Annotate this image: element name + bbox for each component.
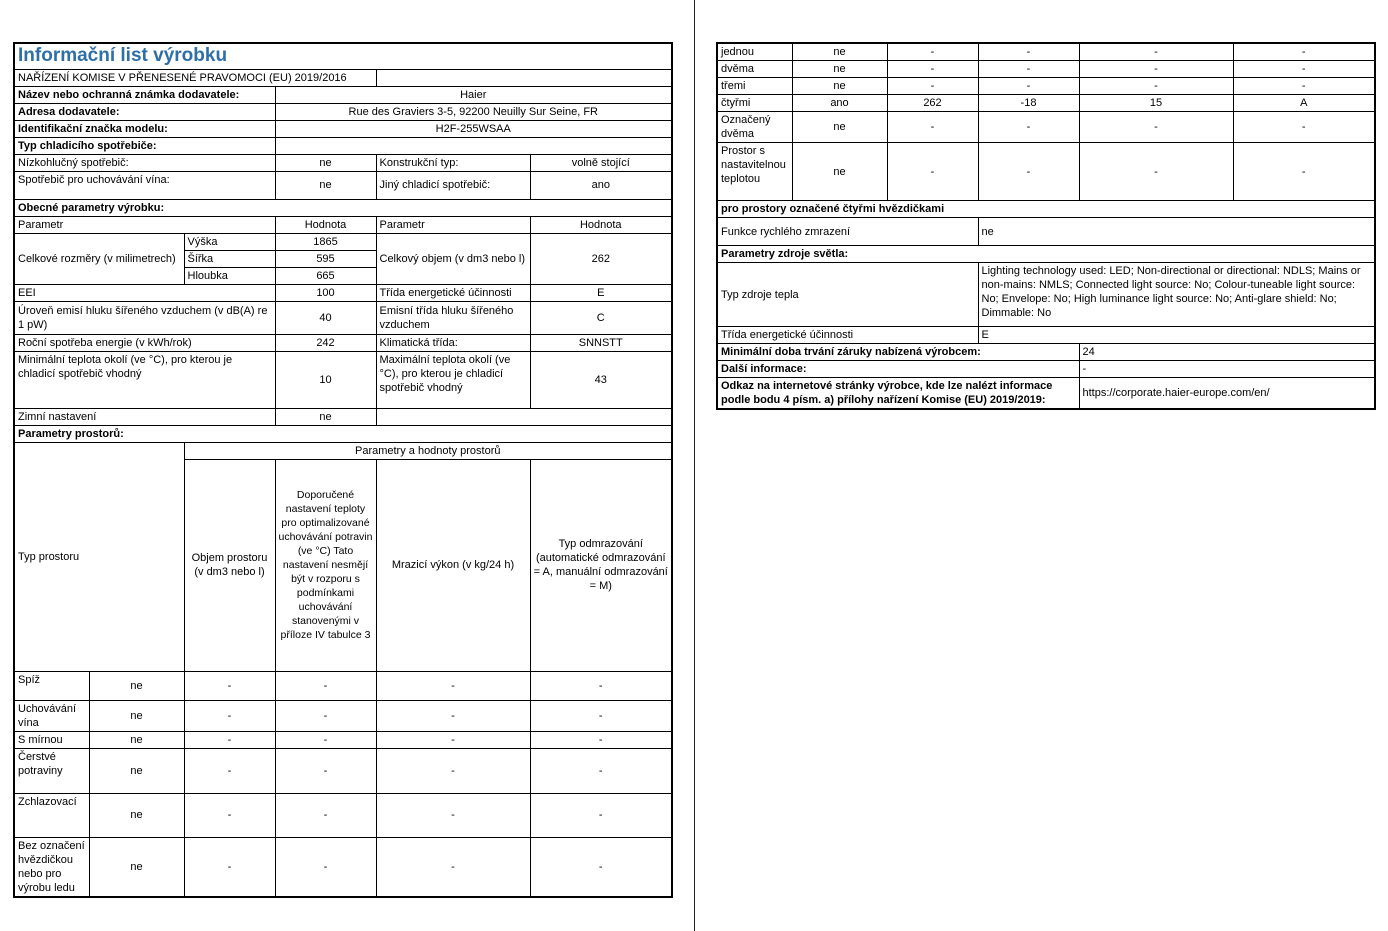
warranty-value: 24 xyxy=(1079,344,1375,361)
model-id: H2F-255WSAA xyxy=(275,120,672,137)
supplier-name: Haier xyxy=(275,86,672,103)
compartment-present: ne xyxy=(792,143,887,201)
compartment-volume: - xyxy=(887,143,978,201)
table-row xyxy=(717,43,1375,61)
compartment-name: Bez označení hvězdičkou nebo pro výrobu ledu xyxy=(14,837,89,897)
compartment-freeze: - xyxy=(376,837,530,897)
compartment-volume: - xyxy=(184,748,275,793)
page-title: Informační list výrobku xyxy=(14,43,672,69)
general-params-heading: Obecné parametry výrobku: xyxy=(14,199,672,216)
compartment-temp: -18 xyxy=(978,95,1079,112)
wine-storage-value: ne xyxy=(275,171,376,199)
fast-freeze-value: ne xyxy=(978,218,1375,246)
compartment-name: Označený dvěma xyxy=(717,112,792,143)
compartment-defrost: - xyxy=(530,793,672,837)
compartment-name: Uchovávání vína xyxy=(14,700,89,731)
min-temp-label: Minimální teplota okolí (ve °C), pro kterou je chladicí spotřebič vhodný xyxy=(14,351,275,408)
compartment-freeze: - xyxy=(376,793,530,837)
compartment-temp: - xyxy=(275,671,376,700)
compartment-present: ne xyxy=(89,837,184,897)
table-row xyxy=(717,143,1375,201)
climate-class-label: Klimatická třída: xyxy=(376,334,530,351)
noise-value: 40 xyxy=(275,301,376,334)
low-noise-value: ne xyxy=(275,154,376,171)
climate-class-value: SNNSTT xyxy=(530,334,672,351)
compartment-present: ne xyxy=(792,61,887,78)
compartment-type-header: Typ prostoru xyxy=(14,442,184,671)
appliance-type-heading: Typ chladicího spotřebiče: xyxy=(14,137,275,154)
compartment-group-header: Parametry a hodnoty prostorů xyxy=(184,442,672,459)
eei-label: EEI xyxy=(14,284,275,301)
compartment-temp: - xyxy=(275,793,376,837)
compartment-temp: - xyxy=(275,700,376,731)
noise-class-value: C xyxy=(530,301,672,334)
model-label: Identifikační značka modelu: xyxy=(14,120,275,137)
table-row xyxy=(14,731,672,748)
warranty-label: Minimální doba trvání záruky nabízená výrobcem: xyxy=(717,344,1079,361)
other-appliance-label: Jiný chladicí spotřebič: xyxy=(376,171,530,199)
compartment-name: čtyřmi xyxy=(717,95,792,112)
compartment-present: ne xyxy=(89,671,184,700)
compartment-volume: - xyxy=(887,61,978,78)
compartment-present: ne xyxy=(89,748,184,793)
compartment-present: ano xyxy=(792,95,887,112)
four-star-heading: pro prostory označené čtyřmi hvězdičkami xyxy=(717,201,1375,218)
volume-value: 262 xyxy=(530,233,672,284)
compartment-name: S mírnou xyxy=(14,731,89,748)
compartment-defrost: - xyxy=(1233,78,1375,95)
dimensions-label: Celkové rozměry (v milimetrech) xyxy=(14,233,184,284)
defrost-col-header: Typ odmrazování (automatické odmrazování = A, manuální odmrazování = M) xyxy=(530,459,672,671)
compartment-present: ne xyxy=(89,793,184,837)
light-class-label: Třída energetické účinnosti xyxy=(717,327,978,344)
product-info-table-continued xyxy=(716,42,1376,410)
compartment-present: ne xyxy=(89,700,184,731)
compartment-volume: - xyxy=(887,43,978,61)
light-source-heading: Parametry zdroje světla: xyxy=(717,246,1375,263)
freeze-col-header: Mrazicí výkon (v kg/24 h) xyxy=(376,459,530,671)
compartment-defrost: - xyxy=(1233,112,1375,143)
light-class-value: E xyxy=(978,327,1375,344)
light-type-value: Lighting technology used: LED; Non-directional or directional: NDLS; Mains or non-mains: NMLS; Connected light source: No; Colour-tuneable light source: No; Envelope: No; High luminance light source: No; Anti-glare shield: No; Dimmable: No xyxy=(978,263,1375,327)
compartment-freeze: - xyxy=(376,731,530,748)
temp-col-header: Doporučené nastavení teploty pro optimalizované uchovávání potravin (ve °C) Tato nastavení nesmějí být v rozporu s podmínkami uchovávání stanovenými v příloze IV tabulce 3 xyxy=(275,459,376,671)
compartment-freeze: - xyxy=(1079,78,1233,95)
energy-class-value: E xyxy=(530,284,672,301)
compartment-name: jednou xyxy=(717,43,792,61)
width-value: 595 xyxy=(275,250,376,267)
annual-consumption-label: Roční spotřeba energie (v kWh/rok) xyxy=(14,334,275,351)
compartment-temp: - xyxy=(978,61,1079,78)
compartment-present: ne xyxy=(792,78,887,95)
light-type-label: Typ zdroje tepla xyxy=(717,263,978,327)
supplier-address: Rue des Graviers 3-5, 92200 Neuilly Sur Seine, FR xyxy=(275,103,672,120)
compartment-defrost: - xyxy=(1233,61,1375,78)
compartment-defrost: - xyxy=(1233,143,1375,201)
compartment-defrost: - xyxy=(1233,43,1375,61)
website-link[interactable]: https://corporate.haier-europe.com/en/ xyxy=(1079,378,1375,410)
table-row xyxy=(717,95,1375,112)
compartment-name: Zchlazovací xyxy=(14,793,89,837)
compartment-volume: - xyxy=(184,793,275,837)
compartment-defrost: - xyxy=(530,671,672,700)
compartment-temp: - xyxy=(275,748,376,793)
winter-setting-value: ne xyxy=(275,408,376,425)
compartment-present: ne xyxy=(792,112,887,143)
table-row xyxy=(14,671,672,700)
height-value: 1865 xyxy=(275,233,376,250)
low-noise-label: Nízkohlučný spotřebič: xyxy=(14,154,275,171)
compartment-freeze: - xyxy=(1079,61,1233,78)
compartment-volume: - xyxy=(184,731,275,748)
table-row xyxy=(717,112,1375,143)
width-label: Šířka xyxy=(184,250,275,267)
compartment-temp: - xyxy=(978,78,1079,95)
compartment-name: Čerstvé potraviny xyxy=(14,748,89,793)
design-type-value: volně stojící xyxy=(530,154,672,171)
volume-col-header: Objem prostoru (v dm3 nebo l) xyxy=(184,459,275,671)
other-appliance-value: ano xyxy=(530,171,672,199)
website-label: Odkaz na internetové stránky výrobce, kde lze nalézt informace podle bodu 4 písm. a) přílohy nařízení Komise (EU) 2019/2019: xyxy=(717,378,1079,410)
compartment-name: Spíž xyxy=(14,671,89,700)
table-row xyxy=(717,78,1375,95)
depth-label: Hloubka xyxy=(184,267,275,284)
product-info-table xyxy=(13,42,673,898)
annual-consumption-value: 242 xyxy=(275,334,376,351)
eei-value: 100 xyxy=(275,284,376,301)
value-header: Hodnota xyxy=(275,216,376,233)
table-row xyxy=(14,748,672,793)
compartment-present: ne xyxy=(89,731,184,748)
compartment-freeze: 15 xyxy=(1079,95,1233,112)
winter-setting-label: Zimní nastavení xyxy=(14,408,275,425)
compartment-temp: - xyxy=(978,43,1079,61)
compartment-freeze: - xyxy=(1079,143,1233,201)
param-header: Parametr xyxy=(14,216,275,233)
compartment-name: dvěma xyxy=(717,61,792,78)
regulation-text: NAŘÍZENÍ KOMISE V PŘENESENÉ PRAVOMOCI (EU) 2019/2016 xyxy=(14,69,376,86)
wine-storage-label: Spotřebič pro uchovávání vína: xyxy=(14,171,275,199)
min-temp-value: 10 xyxy=(275,351,376,408)
compartment-volume: 262 xyxy=(887,95,978,112)
compartment-temp: - xyxy=(275,731,376,748)
noise-label: Úroveň emisí hluku šířeného vzduchem (v dB(A) re 1 pW) xyxy=(14,301,275,334)
compartment-volume: - xyxy=(184,671,275,700)
energy-class-label: Třída energetické účinnosti xyxy=(376,284,530,301)
page-divider xyxy=(694,0,695,931)
compartment-freeze: - xyxy=(1079,112,1233,143)
height-label: Výška xyxy=(184,233,275,250)
noise-class-label: Emisní třída hluku šířeného vzduchem xyxy=(376,301,530,334)
compartment-temp: - xyxy=(275,837,376,897)
compartment-freeze: - xyxy=(376,671,530,700)
compartment-defrost: A xyxy=(1233,95,1375,112)
value-header-2: Hodnota xyxy=(530,216,672,233)
compartment-freeze: - xyxy=(376,700,530,731)
compartment-defrost: - xyxy=(530,731,672,748)
compartment-defrost: - xyxy=(530,748,672,793)
compartment-freeze: - xyxy=(1079,43,1233,61)
compartment-present: ne xyxy=(792,43,887,61)
volume-label: Celkový objem (v dm3 nebo l) xyxy=(376,233,530,284)
supplier-address-label: Adresa dodavatele: xyxy=(14,103,275,120)
additional-info-value: - xyxy=(1079,361,1375,378)
compartments-heading: Parametry prostorů: xyxy=(14,425,672,442)
additional-info-label: Další informace: xyxy=(717,361,1079,378)
compartment-freeze: - xyxy=(376,748,530,793)
table-row xyxy=(14,700,672,731)
compartment-volume: - xyxy=(887,78,978,95)
param-header-2: Parametr xyxy=(376,216,530,233)
compartment-temp: - xyxy=(978,112,1079,143)
fast-freeze-label: Funkce rychlého zmrazení xyxy=(717,218,978,246)
design-type-label: Konstrukční typ: xyxy=(376,154,530,171)
compartment-volume: - xyxy=(184,837,275,897)
compartment-defrost: - xyxy=(530,700,672,731)
table-row xyxy=(14,793,672,837)
compartment-temp: - xyxy=(978,143,1079,201)
supplier-name-label: Název nebo ochranná známka dodavatele: xyxy=(14,86,275,103)
max-temp-label: Maximální teplota okolí (ve °C), pro kterou je chladicí spotřebič vhodný xyxy=(376,351,530,408)
table-row xyxy=(717,61,1375,78)
compartment-volume: - xyxy=(887,112,978,143)
compartment-name: Prostor s nastavitelnou teplotou xyxy=(717,143,792,201)
depth-value: 665 xyxy=(275,267,376,284)
compartment-volume: - xyxy=(184,700,275,731)
compartment-name: třemi xyxy=(717,78,792,95)
compartment-defrost: - xyxy=(530,837,672,897)
max-temp-value: 43 xyxy=(530,351,672,408)
table-row xyxy=(14,837,672,897)
